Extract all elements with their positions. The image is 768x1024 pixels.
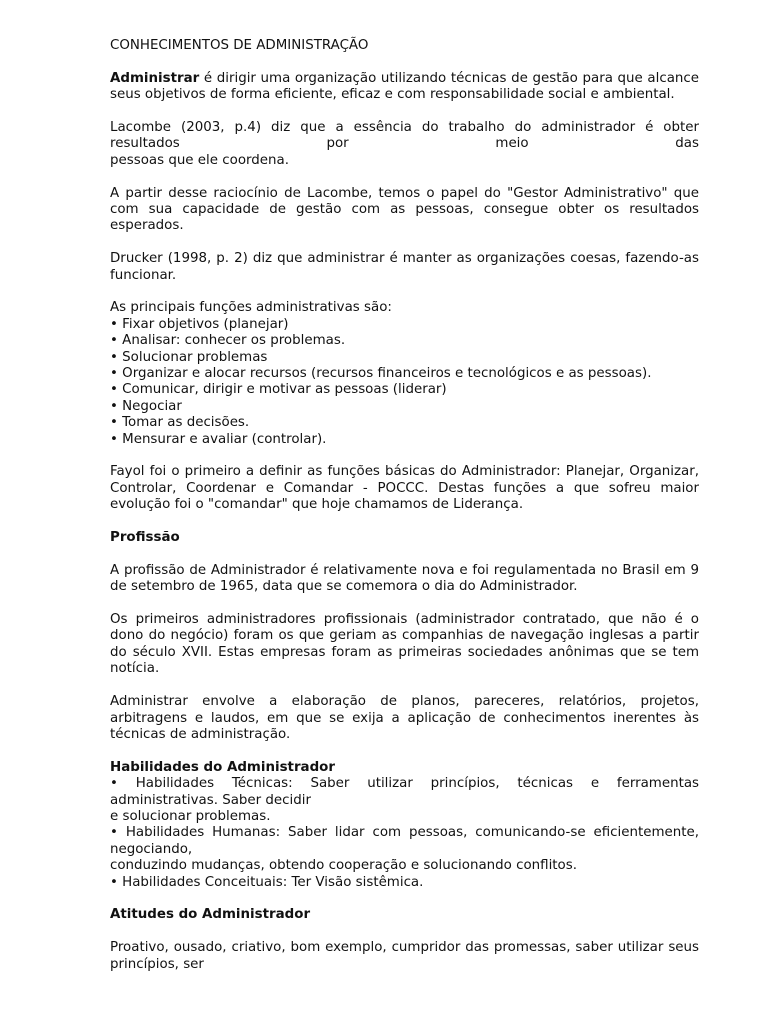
document-page	[110, 38, 699, 973]
atitudes-heading: Atitudes do Administrador	[110, 907, 311, 923]
atitudes-paragraph: Proativo, ousado, criativo, bom exemplo, cumpridor das promessas, saber utilizar seus princípios, ser	[110, 940, 699, 972]
list-item: • Negociar	[110, 399, 699, 415]
functions-heading: As principais funções administrativas são:	[110, 300, 392, 316]
list-item: • Tomar as decisões.	[110, 415, 699, 431]
habilidades-heading: Habilidades do Administrador	[110, 759, 335, 775]
profissao-paragraph-2: Os primeiros administradores profissionais (administrador contratado, que não é o dono do negócio) foram os que geriam as companhias de navegação inglesas a partir do século XVII. Estas empresas foram as primeiras sociedades anônimas que se tem notícia.	[110, 612, 699, 677]
habilidades-humanas-line-1: • Habilidades Humanas: Saber lidar com pessoas, comunicando-se eficientemente, negociando,	[110, 825, 699, 857]
list-item: • Organizar e alocar recursos (recursos financeiros e tecnológicos e as pessoas).	[110, 366, 699, 382]
list-item: • Comunicar, dirigir e motivar as pessoas (liderar)	[110, 382, 699, 398]
profissao-paragraph-1: A profissão de Administrador é relativamente nova e foi regulamentada no Brasil em 9 de setembro de 1965, data que se comemora o dia do Administrador.	[110, 562, 699, 595]
profissao-paragraph-3: Administrar envolve a elaboração de planos, pareceres, relatórios, projetos, arbitragens e laudos, em que se exija a aplicação de conhecimentos inerentes às técnicas de administração.	[110, 694, 699, 742]
list-item: • Analisar: conhecer os problemas.	[110, 333, 699, 349]
functions-list	[110, 317, 699, 448]
list-item: • Fixar objetivos (planejar)	[110, 317, 699, 333]
intro-paragraph	[110, 71, 699, 104]
habilidades-conceituais: • Habilidades Conceituais: Ter Visão sistêmica.	[110, 874, 424, 890]
list-item: • Mensurar e avaliar (controlar).	[110, 432, 699, 448]
intro-term: Administrar	[110, 70, 200, 86]
habilidades-humanas-line-2: conduzindo mudanças, obtendo cooperação e solucionando conflitos.	[110, 858, 577, 874]
gestor-paragraph: A partir desse raciocínio de Lacombe, temos o papel do "Gestor Administrativo" que com sua capacidade de gestão com as pessoas, consegue obter os resultados esperados.	[110, 185, 699, 234]
drucker-paragraph: Drucker (1998, p. 2) diz que administrar é manter as organizações coesas, fazendo-as funcionar.	[110, 251, 699, 283]
habilidades-tecnicas-line-2: e solucionar problemas.	[110, 808, 271, 824]
page-title: CONHECIMENTOS DE ADMINISTRAÇÃO	[110, 38, 369, 53]
fayol-paragraph: Fayol foi o primeiro a definir as funções básicas do Administrador: Planejar, Organizar, Controlar, Coordenar e Comandar - POCCC. Destas funções a que sofreu maior evolução foi o "comandar" que hoje chamamos de Liderança.	[110, 464, 699, 513]
lacombe-line-1: Lacombe (2003, p.4) diz que a essência do trabalho do administrador é obter resultados por meio das	[110, 120, 699, 152]
lacombe-line-2: pessoas que ele coordena.	[110, 152, 289, 168]
intro-text: é dirigir uma organização utilizando técnicas de gestão para que alcance seus objetivos de forma eficiente, eficaz e com responsabilidade social e ambiental.	[110, 70, 699, 103]
habilidades-tecnicas-line-1: • Habilidades Técnicas: Saber utilizar princípios, técnicas e ferramentas administrativas. Saber decidir	[110, 776, 699, 808]
profissao-heading: Profissão	[110, 530, 180, 546]
list-item: • Solucionar problemas	[110, 350, 699, 366]
